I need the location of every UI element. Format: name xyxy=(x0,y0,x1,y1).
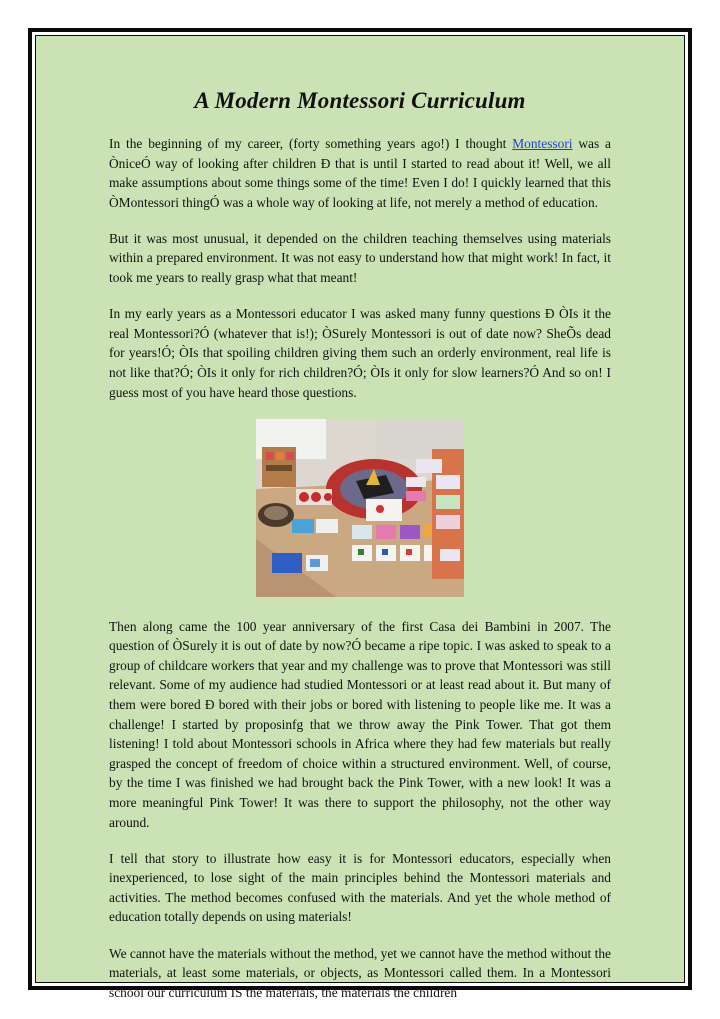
paragraph-1-text-b: was a ÒniceÓ way of looking after children Ð that is until I started to read about it! Well, we all make assumptions about some things some of the time! Even I do! I quickly learned that this ÒMontessori thingÓ was a whole way of looking at life, not merely a method of education. xyxy=(109,136,611,210)
paragraph-5: I tell that story to illustrate how easy it is for Montessori educators, especially when inexperienced, to lose sight of the main principles behind the Montessori materials and activities. The method becomes confused with the materials. And yet the whole method of education totally depends on using materials! xyxy=(109,850,611,925)
paragraph-1-text-a: In the beginning of my career, (forty something years ago!) I thought xyxy=(109,136,513,151)
article-content xyxy=(109,88,611,1019)
paragraph-3: In my early years as a Montessori educator I was asked many funny questions Ð ÒIs it the real Montessori?Ó (whatever that is!); ÒSurely Montessori is out of date now? SheÕs dead for years!Ó; ÒIs that spoiling children giving them such an orderly environment, real life is not like that?Ó; ÒIs it only for rich children?Ó; ÒIs it only for slow learners?Ó And so on! I guess most of you have heard those questions. xyxy=(109,306,611,400)
paragraph-4: Then along came the 100 year anniversary of the first Casa dei Bambini in 2007. The question of ÒSurely it is out of date by now?Ó became a ripe topic. I was asked to speak to a group of childcare workers that year and my challenge was to prove that Montessori was still relevant. Some of my audience had studied Montessori or at least read about it. But many of them were bored Ð bored with their jobs or bored with listening to people like me. It was a challenge! I started by proposinfg that we throw away the Pink Tower. That got them listening! I told about Montessori schools in Africa where they had few materials but really grasped the concept of freedom of choice within a structured environment. Well, of course, by the time I was finished we had brought back the Pink Tower, with a new look! It was a more meaningful Pink Tower! It was there to support the philosophy, not the other way around. xyxy=(109,618,611,830)
paragraph-6: We cannot have the materials without the method, yet we cannot have the method without the materials, at least some materials, or objects, as Montessori called them. In a Montessori school our curriculum IS the materials, the materials the children xyxy=(109,945,611,1000)
montessori-link[interactable]: Montessori xyxy=(512,136,573,151)
document-title: A Modern Montessori Curriculum xyxy=(194,88,526,113)
paragraph-1 xyxy=(109,134,611,212)
classroom-photo-illustration xyxy=(256,419,464,597)
montessori-classroom-photo xyxy=(256,419,464,597)
paragraph-2: But it was most unusual, it depended on the children teaching themselves using materials within a prepared environment. It was not easy to understand how that might work! In fact, it took me years to really grasp what that meant! xyxy=(109,230,611,286)
